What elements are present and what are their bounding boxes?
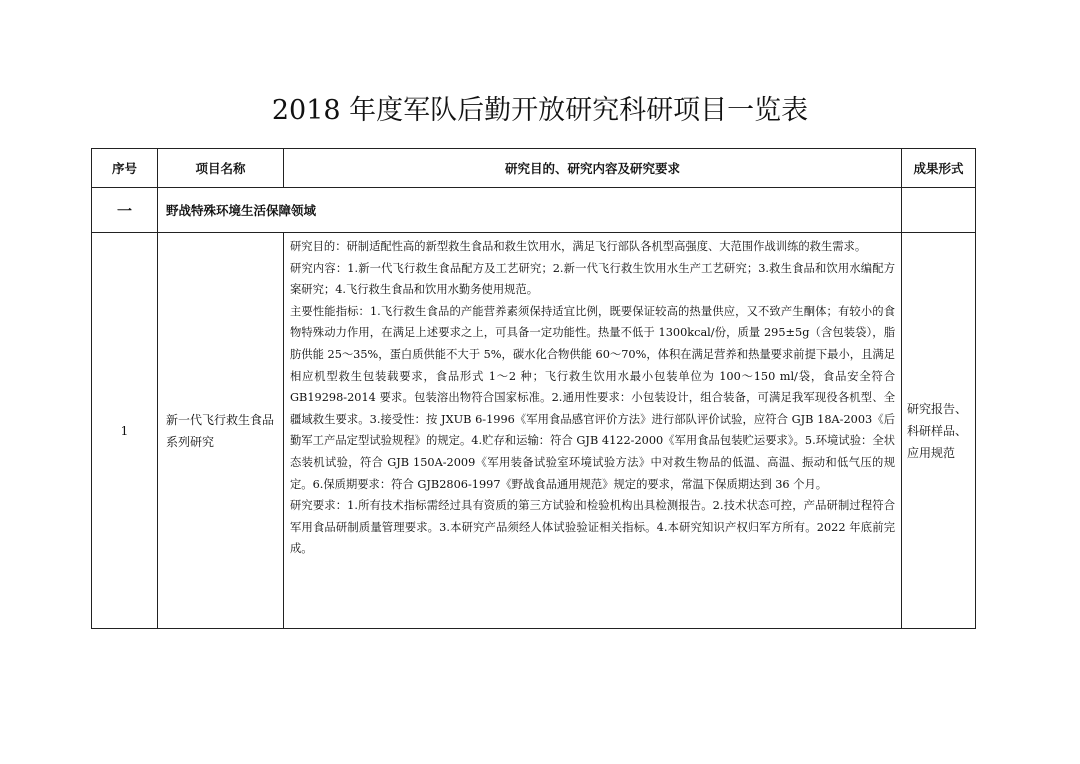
row-index: 1 [92,233,158,629]
section-number: 一 [92,188,158,233]
row-project-name: 新一代飞行救生食品系列研究 [158,233,284,629]
section-row [92,188,976,233]
row-result-form: 研究报告、科研样品、应用规范 [902,233,976,629]
header-index: 序号 [92,149,158,188]
header-name: 项目名称 [158,149,284,188]
section-empty-cell [902,188,976,233]
row-content [284,233,902,629]
content-purpose: 研究目的：研制适配性高的新型救生食品和救生饮用水，满足飞行部队各机型高强度、大范围作战训练的救生需求。 [290,240,867,253]
project-table [91,148,976,629]
header-result: 成果形式 [902,149,976,188]
page-title: 2018 年度军队后勤开放研究科研项目一览表 [271,95,809,126]
table-header-row [92,149,976,188]
table-row [92,233,976,629]
section-name: 野战特殊环境生活保障领域 [158,188,902,233]
content-indicators: 主要性能指标：1.飞行救生食品的产能营养素须保持适宜比例，既要保证较高的热量供应，又不致产生酮体；有较小的食物特殊动力作用，在满足上述要求之上，可具备一定功能性。热量不低于 1300kcal/份，质量 295±5g（含包装袋），脂肪供能 25～35%，蛋白质供能不大于 5%，碳水化合物供能 60～70%，体积在满足营养和热量要求前提下最小，且满足相应机型救生包装载要求，食品形式 1～2 种；飞行救生饮用水最小包装单位为 100～150 ml/袋，食品安全符合 GB19298-2014 要求。包装溶出物符合国家标准。2.通用性要求：小包装设计，组合装备，可满足我军现役各机型、全疆域救生要求。3.接受性：按 JXUB 6-1996《军用食品感官评价方法》进行部队评价试验，应符合 GJB 18A-2003《后勤军工产品定型试验规程》的规定。4.贮存和运输：符合 GJB 4122-2000《军用食品包装贮运要求》。5.环境试验：全状态装机试验，符合 GJB 150A-2009《军用装备试验室环境试验方法》中对救生物品的低温、高温、振动和低气压的规定。6.保质期要求：符合 GJB2806-1997《野战食品通用规范》规定的要求，常温下保质期达到 36 个月。 [290,304,895,491]
header-content: 研究目的、研究内容及研究要求 [284,149,902,188]
content-requirements: 研究要求：1.所有技术指标需经过具有资质的第三方试验和检验机构出具检测报告。2.技术状态可控，产品研制过程符合军用食品研制质量管理要求。3.本研究产品须经人体试验验证相关指标。4.本研究知识产权归军方所有。2022 年底前完成。 [290,499,895,556]
content-scope: 研究内容：1.新一代飞行救生食品配方及工艺研究；2.新一代飞行救生饮用水生产工艺研究；3.救生食品和饮用水编配方案研究；4.飞行救生食品和饮用水勤务使用规范。 [290,261,895,297]
